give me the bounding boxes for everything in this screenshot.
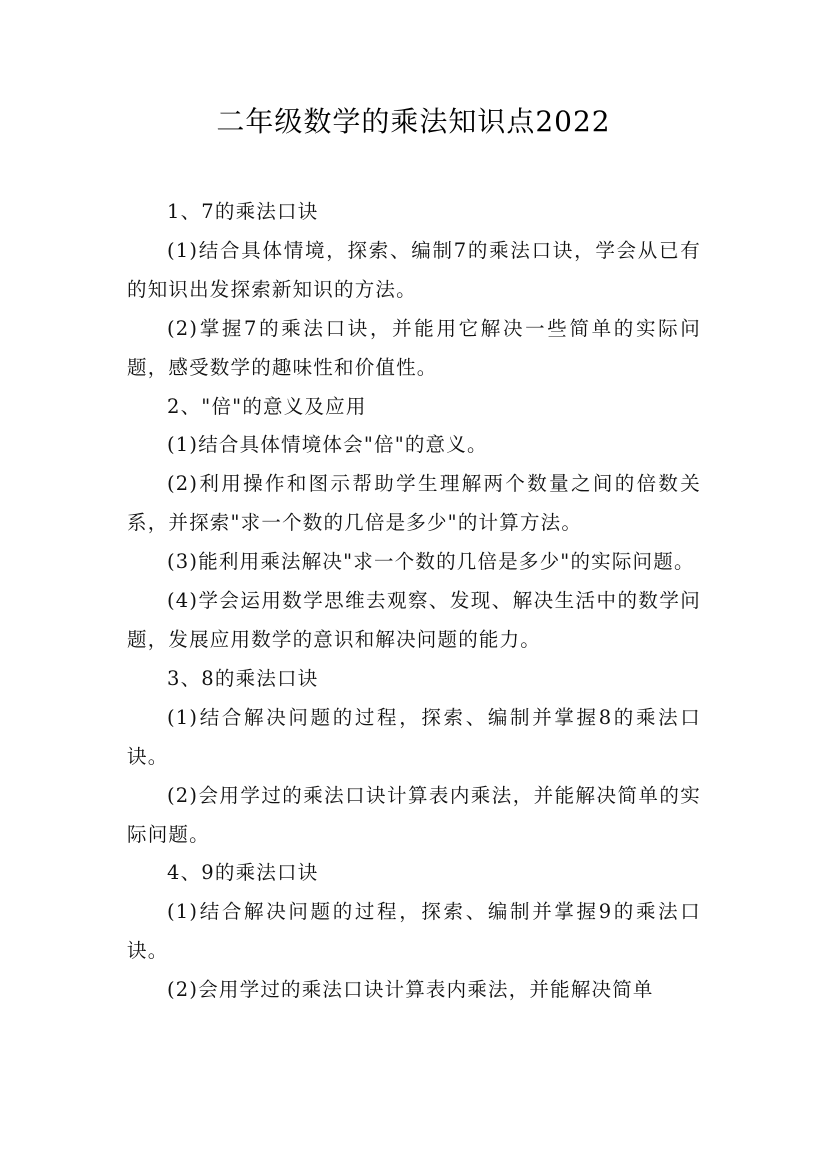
section-heading: 4、9的乘法口诀 (167, 861, 319, 885)
paragraph: (1)结合具体情境体会"倍"的意义。 (167, 433, 488, 457)
paragraph: (2)会用学过的乘法口诀计算表内乘法，并能解决简单 (167, 978, 654, 1002)
paragraph: (1)结合解决问题的过程，探索、编制并掌握9的乘法口诀。 (127, 900, 701, 963)
document-title: 二年级数学的乘法知识点2022 (216, 105, 611, 138)
section-heading: 1、7的乘法口诀 (167, 200, 319, 223)
document-body (127, 193, 701, 1010)
paragraph: (1)结合具体情境，探索、编制7的乘法口诀，学会从已有的知识出发探索新知识的方法。 (127, 238, 701, 301)
paragraph: (3)能利用乘法解决"求一个数的几倍是多少"的实际问题。 (167, 550, 695, 574)
section-heading: 2、"倍"的意义及应用 (167, 394, 367, 418)
paragraph: (2)利用操作和图示帮助学生理解两个数量之间的倍数关系，并探索"求一个数的几倍是多少"的计算方法。 (127, 472, 701, 535)
paragraph: (1)结合解决问题的过程，探索、编制并掌握8的乘法口诀。 (127, 705, 701, 768)
section-heading: 3、8的乘法口诀 (167, 666, 319, 690)
paragraph: (2)掌握7的乘法口诀，并能用它解决一些简单的实际问题，感受数学的趣味性和价值性。 (127, 316, 701, 379)
paragraph: (2)会用学过的乘法口诀计算表内乘法，并能解决简单的实际问题。 (127, 783, 701, 846)
paragraph: (4)学会运用数学思维去观察、发现、解决生活中的数学问题，发展应用数学的意识和解决问题的能力。 (127, 589, 701, 651)
